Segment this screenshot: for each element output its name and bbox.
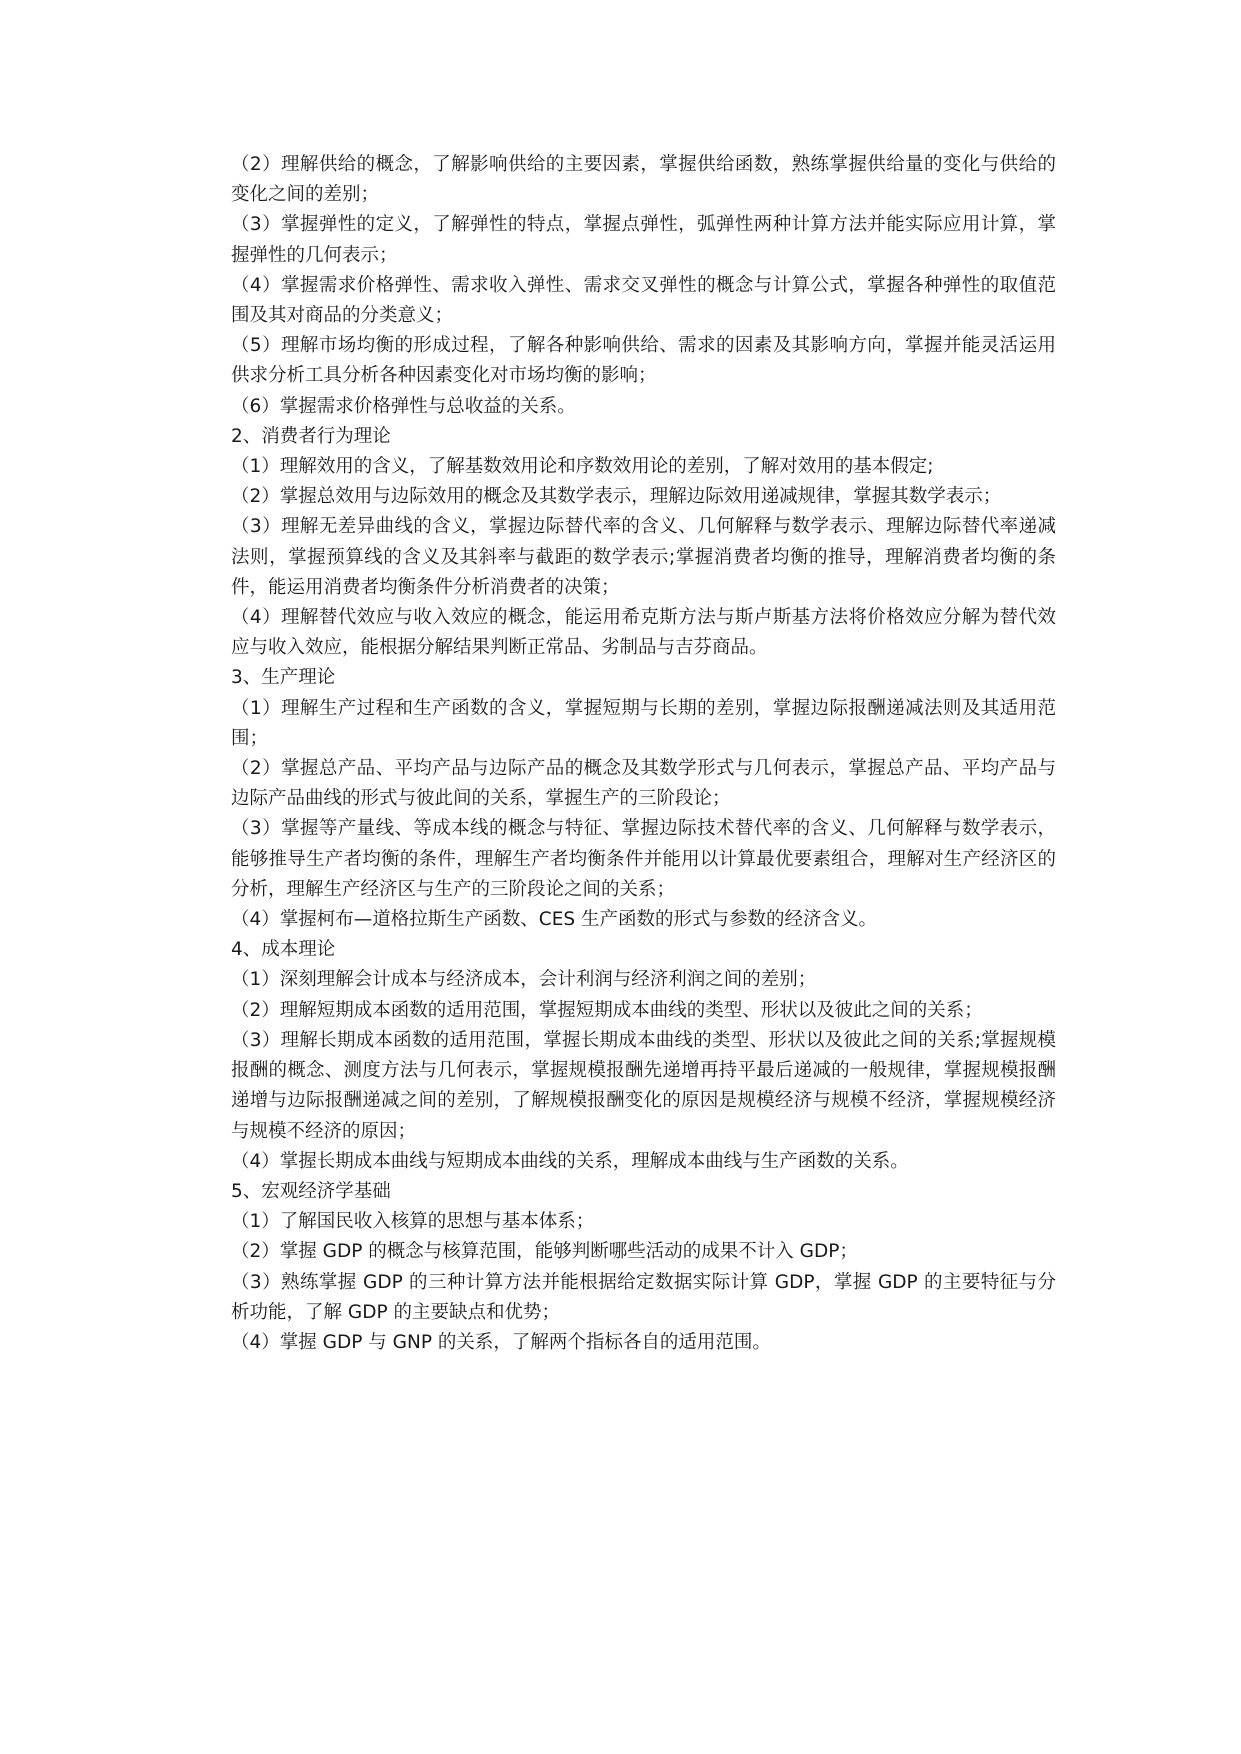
- list-item: （5）理解市场均衡的形成过程，了解各种影响供给、需求的因素及其影响方向，掌握并能灵活运用供求分析工具分析各种因素变化对市场均衡的影响；: [231, 335, 1056, 387]
- document-body: [231, 150, 1056, 1358]
- list-item: （2）理解短期成本函数的适用范围，掌握短期成本曲线的类型、形状以及彼此之间的关系；: [231, 999, 983, 1021]
- section-heading: 5、宏观经济学基础: [231, 1180, 391, 1202]
- list-item: （2）掌握总产品、平均产品与边际产品的概念及其数学形式与几何表示，掌握总产品、平均产品与边际产品曲线的形式与彼此间的关系，掌握生产的三阶段论；: [231, 758, 1056, 810]
- list-item: （4）掌握需求价格弹性、需求收入弹性、需求交叉弹性的概念与计算公式，掌握各种弹性的取值范围及其对商品的分类意义；: [231, 274, 1056, 327]
- list-item: （1）了解国民收入核算的思想与基本体系；: [231, 1211, 595, 1233]
- list-item: （3）熟练掌握 GDP 的三种计算方法并能根据给定数据实际计算 GDP，掌握 GDP 的主要特征与分析功能，了解 GDP 的主要缺点和优势；: [231, 1271, 1056, 1323]
- list-item: （1）理解生产过程和生产函数的含义，掌握短期与长期的差别，掌握边际报酬递减法则及其适用范围；: [231, 697, 1056, 749]
- list-item: （2）理解供给的概念，了解影响供给的主要因素，掌握供给函数，熟练掌握供给量的变化与供给的变化之间的差别；: [231, 154, 1056, 206]
- list-item: （3）理解长期成本函数的适用范围，掌握长期成本曲线的类型、形状以及彼此之间的关系;掌握规模报酬的概念、测度方法与几何表示，掌握规模报酬先递增再持平最后递减的一般规律，掌握规模报酬递增与边际报酬递减之间的差别，了解规模报酬变化的原因是规模经济与规模不经济，掌握规模经济与规模不经济的原因；: [231, 1029, 1056, 1142]
- section-heading: 3、生产理论: [231, 667, 336, 689]
- list-item: （4）理解替代效应与收入效应的概念，能运用希克斯方法与斯卢斯基方法将价格效应分解为替代效应与收入效应，能根据分解结果判断正常品、劣制品与吉芬商品。: [231, 607, 1056, 659]
- list-item: （4）掌握 GDP 与 GNP 的关系，了解两个指标各自的适用范围。: [231, 1331, 771, 1353]
- list-item: （2）掌握总效用与边际效用的概念及其数学表示，理解边际效用递减规律，掌握其数学表示；: [231, 486, 1002, 508]
- list-item: （3）掌握等产量线、等成本线的概念与特征、掌握边际技术替代率的含义、几何解释与数学表示，能够推导生产者均衡的条件，理解生产者均衡条件并能用以计算最优要素组合，理解对生产经济区的分析，理解生产经济区与生产的三阶段论之间的关系；: [231, 818, 1056, 900]
- list-item: （1）深刻理解会计成本与经济成本，会计利润与经济利润之间的差别；: [231, 969, 817, 991]
- list-item: （2）掌握 GDP 的概念与核算范围，能够判断哪些活动的成果不计入 GDP；: [231, 1241, 858, 1263]
- section-heading: 4、成本理论: [231, 939, 336, 961]
- list-item: （4）掌握长期成本曲线与短期成本曲线的关系，理解成本曲线与生产函数的关系。: [231, 1150, 909, 1172]
- list-item: （3）掌握弹性的定义，了解弹性的特点，掌握点弹性，弧弹性两种计算方法并能实际应用计算，掌握弹性的几何表示；: [231, 214, 1056, 266]
- section-heading: 2、消费者行为理论: [231, 425, 391, 447]
- list-item: （4）掌握柯布—道格拉斯生产函数、CES 生产函数的形式与参数的经济含义。: [231, 909, 878, 931]
- list-item: （3）理解无差异曲线的含义，掌握边际替代率的含义、几何解释与数学表示、理解边际替代率递减法则，掌握预算线的含义及其斜率与截距的数学表示;掌握消费者均衡的推导，理解消费者均衡的条件，能运用消费者均衡条件分析消费者的决策；: [231, 516, 1056, 598]
- list-item: （1）理解效用的含义，了解基数效用论和序数效用论的差别，了解对效用的基本假定;: [231, 456, 934, 478]
- list-item: （6）掌握需求价格弹性与总收益的关系。: [231, 395, 576, 417]
